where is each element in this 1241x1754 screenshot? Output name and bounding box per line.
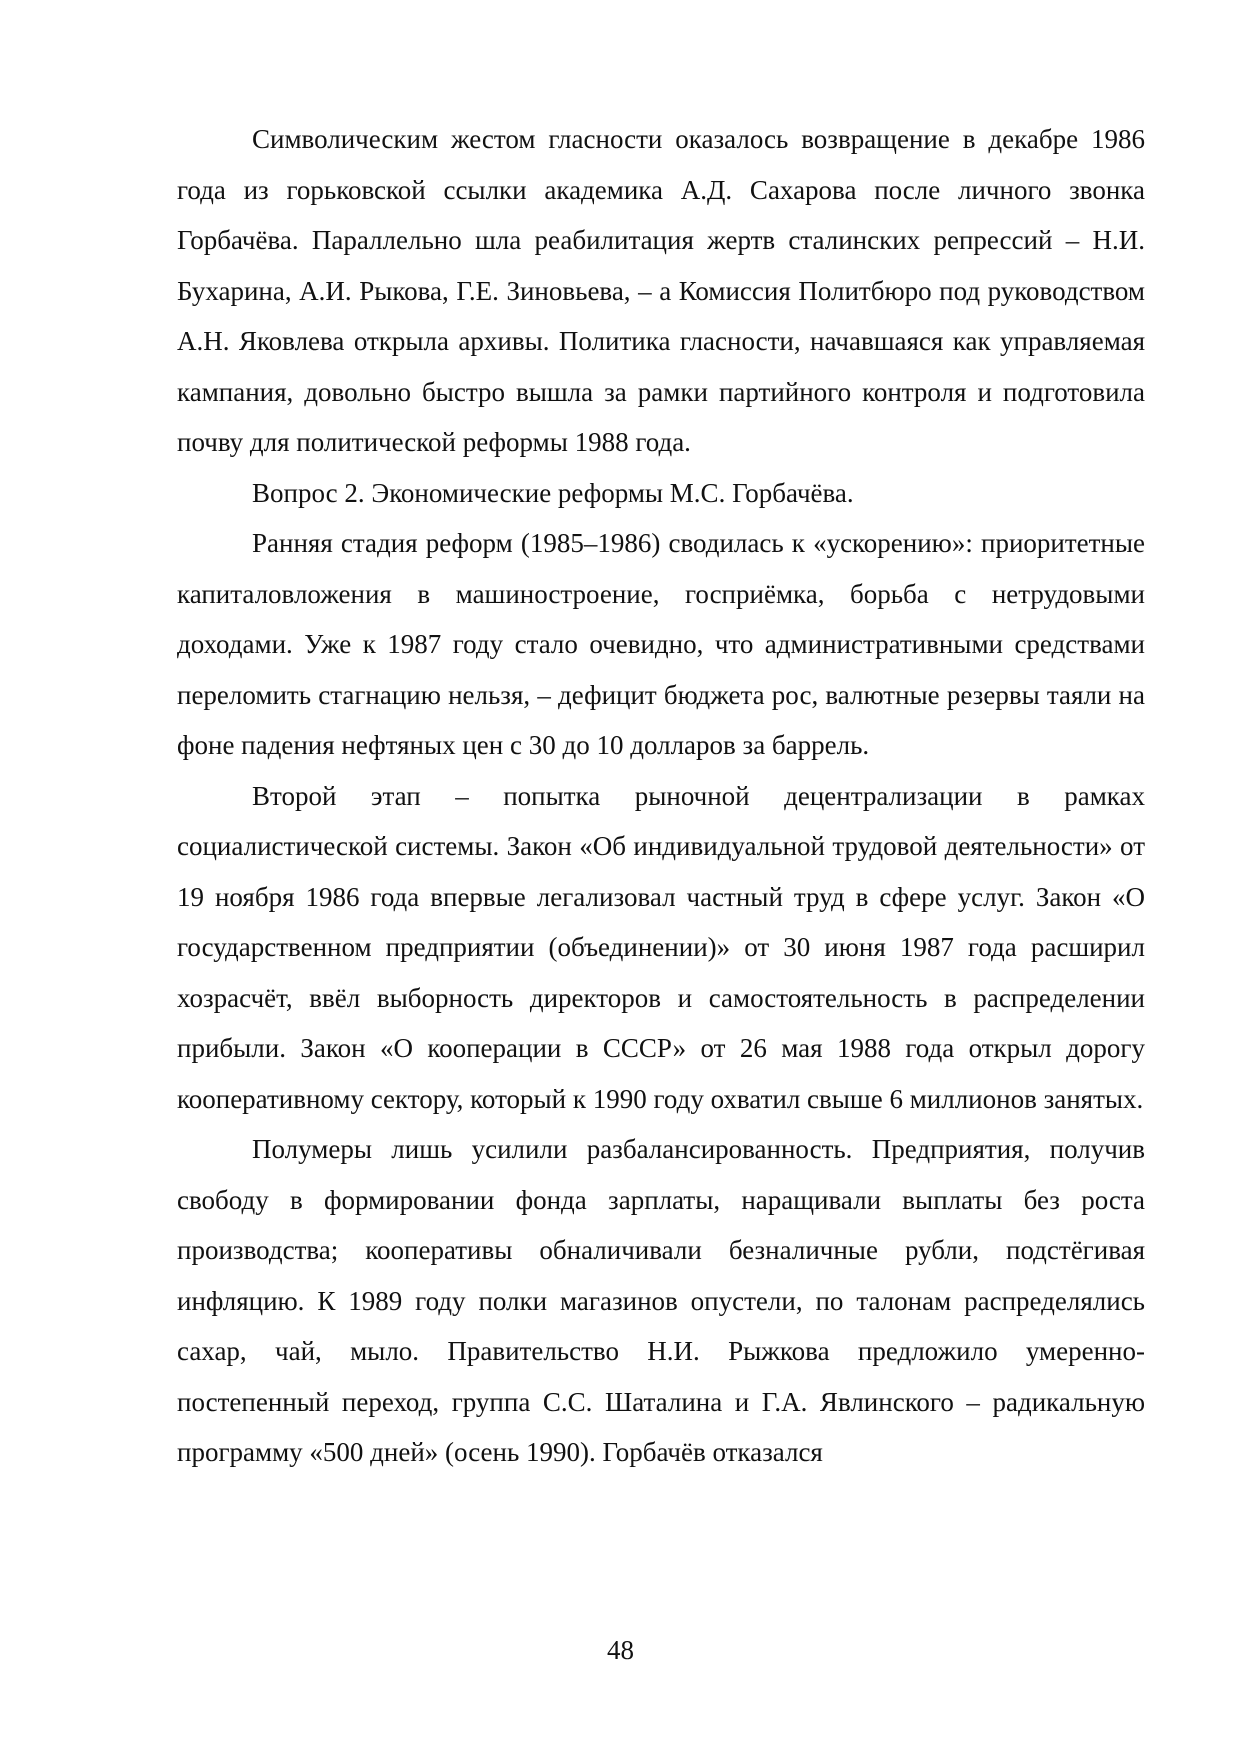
body-text <box>177 114 1145 1478</box>
paragraph-half-measures: Полумеры лишь усилили разбалансированность. Предприятия, получив свободу в формировании фонда зарплаты, наращивали выплаты без роста производства; кооперативы обналичивали безналичные рубли, подстёгивая инфляцию. К 1989 году полки магазинов опустели, по талонам распределялись сахар, чай, мыло. Правительство Н.И. Рыжкова предложило умеренно-постепенный переход, группа С.С. Шаталина и Г.А. Явлинского – радикальную программу «500 дней» (осень 1990). Горбачёв отказался <box>177 1134 1145 1467</box>
paragraph-second-stage: Второй этап – попытка рыночной децентрализации в рамках социалистической системы. Закон «Об индивидуальной трудовой деятельности» от 19 ноября 1986 года впервые легализовал частный труд в сфере услуг. Закон «О государственном предприятии (объединении)» от 30 июня 1987 года расширил хозрасчёт, ввёл выборность директоров и самостоятельность в распределении прибыли. Закон «О кооперации в СССР» от 26 мая 1988 года открыл дорогу кооперативному сектору, который к 1990 году охватил свыше 6 миллионов занятых. <box>177 780 1145 1114</box>
paragraph-early-stage: Ранняя стадия реформ (1985–1986) сводилась к «ускорению»: приоритетные капиталовложения в машиностроение, госприёмка, борьба с нетрудовыми доходами. Уже к 1987 году стало очевидно, что административными средствами переломить стагнацию нельзя, – дефицит бюджета рос, валютные резервы таяли на фоне падения нефтяных цен с 30 до 10 долларов за баррель. <box>177 528 1145 760</box>
paragraph-glasnost: Символическим жестом гласности оказалось возвращение в декабре 1986 года из горьковской ссылки академика А.Д. Сахарова после личного звонка Горбачёва. Параллельно шла реабилитация жертв сталинских репрессий – Н.И. Бухарина, А.И. Рыкова, Г.Е. Зиновьева, – а Комиссия Политбюро под руководством А.Н. Яковлева открыла архивы. Политика гласности, начавшаяся как управляемая кампания, довольно быстро вышла за рамки партийного контроля и подготовила почву для политической реформы 1988 года. <box>177 124 1145 457</box>
section-heading: Вопрос 2. Экономические реформы М.С. Горбачёва. <box>252 477 854 508</box>
page-number: 48 <box>607 1635 634 1665</box>
